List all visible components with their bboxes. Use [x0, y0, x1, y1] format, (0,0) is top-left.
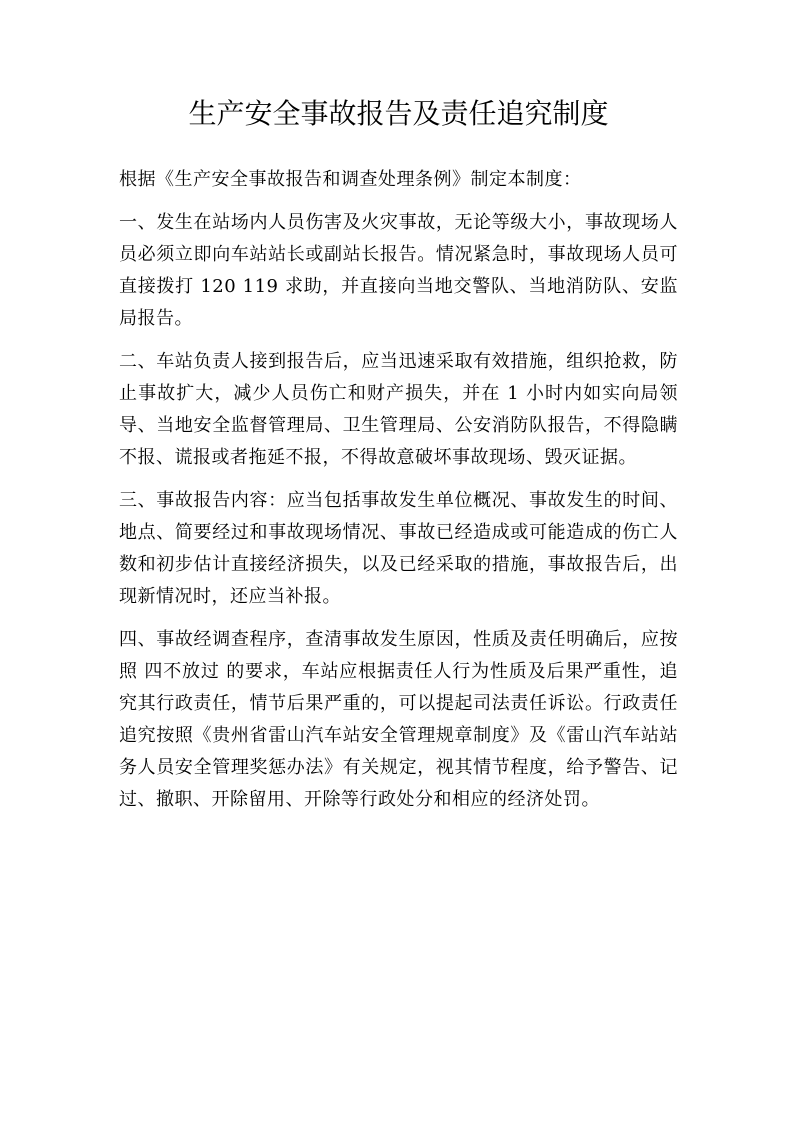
paragraph-1: 一、发生在站场内人员伤害及火灾事故，无论等级大小，事故现场人员必须立即向车站站长或副站长报告。情况紧急时，事故现场人员可直接拨打 120 119 求助，并直接向当地交警队、当地消防队、安监局报告。	[119, 212, 678, 329]
document-title: 生产安全事故报告及责任追究制度	[188, 97, 609, 130]
paragraph-3: 三、事故报告内容：应当包括事故发生单位概况、事故发生的时间、地点、简要经过和事故现场情况、事故已经造成或可能造成的伤亡人数和初步估计直接经济损失，以及已经采取的措施，事故报告后，出现新情况时，还应当补报。	[119, 490, 678, 607]
paragraph-2: 二、车站负责人接到报告后，应当迅速采取有效措施，组织抢救，防止事故扩大，减少人员伤亡和财产损失，并在 1 小时内如实向局领导、当地安全监督管理局、卫生管理局、公安消防队报告，不得隐瞒不报、谎报或者拖延不报，不得故意破坏事故现场、毁灭证据。	[119, 351, 678, 468]
intro-paragraph: 根据《生产安全事故报告和调查处理条例》制定本制度：	[119, 169, 582, 190]
paragraph-4: 四、事故经调查程序，查清事故发生原因，性质及责任明确后，应按照 四不放过 的要求，车站应根据责任人行为性质及后果严重性，追究其行政责任，情节后果严重的，可以提起司法责任诉讼。行政责任追究按照《贵州省雷山汽车站安全管理规章制度》及《雷山汽车站站务人员安全管理奖惩办法》有关规定，视其情节程度，给予警告、记过、撤职、开除留用、开除等行政处分和相应的经济处罚。	[119, 629, 678, 810]
